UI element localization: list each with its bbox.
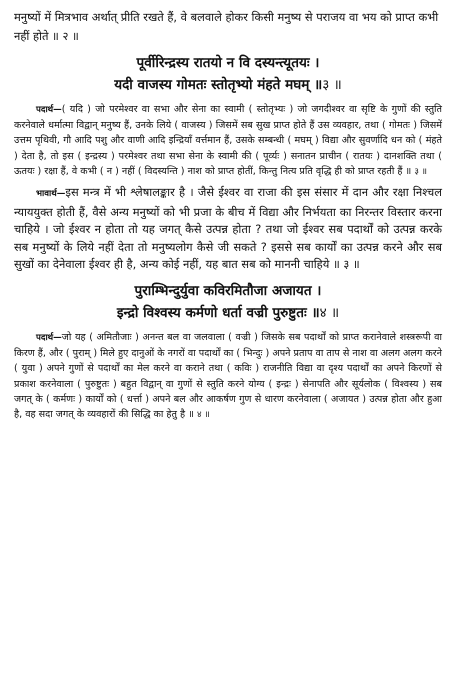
padarth-3-end: ३ ॥: [414, 166, 427, 177]
padarth-3: [14, 102, 442, 180]
padarth-4-label: पदार्थ—: [36, 332, 62, 343]
padarth-4-end: ४ ॥: [197, 410, 210, 420]
padarth-4: [14, 330, 442, 423]
mantra-3-line-1: पूर्वीरिन्द्रस्य रातयो न वि दस्यन्त्यूतयः ।: [136, 55, 320, 71]
bhavarth-3-label: भावार्थ—: [36, 189, 66, 200]
mantra-4-line-2: [14, 302, 442, 324]
mantra-3-number: ३ ॥: [322, 77, 342, 93]
mantra-4: [14, 280, 442, 324]
mantra-3-line-2-text: यदी वाजस्य गोमतः स्तोतृभ्यो मंहते मघम् ॥: [114, 77, 323, 93]
mantra-3: [14, 52, 442, 96]
mantra-4-number: ४ ॥: [319, 304, 340, 321]
mantra-4-line-2-text: इन्द्रो विश्वस्य कर्मणो धर्ता वज्री पुरुष्टुतः ॥: [116, 304, 320, 321]
padarth-3-text: ( यदि ) जो परमेश्वर वा सभा और सेना का स्वामी ( स्तोतृभ्यः ) जो जगदीश्वर वा सृष्टि के गुणों की स्तुति करनेवाले धर्मात्मा विद्वान् मनुष्य हैं, उनके लिये ( वाजस्य ) जिसमें सब सुख प्राप्त होते हैं उस व्यवहार, तथा ( गोमतः ) जिसमें उत्तम पृथिवी, गौ आदि पशु और वाणी आदि इन्द्रियाँ वर्त्तमान हैं, उसके सम्बन्धी ( मघम् ) विद्या और सुवर्णादि धन को ( मंहते ) देता है, तो इस ( इन्द्रस्य ) परमेश्वर तथा सभा सेना के स्वामी की ( पूर्व्यः ) सनातन प्राचीन ( रातयः ) दानशक्ति तथा ( ऊतयः ) रक्षा हैं, वे कभी ( न ) नहीं ( विदस्यन्ति ) नाश को प्राप्त होतीं, किन्तु नित्य प्रति वृद्धि ही को प्राप्त रहती हैं ॥: [14, 104, 442, 177]
bhavarth-3-text: इस मन्त्र में भी श्लेषालङ्कार है । जैसे ईश्वर वा राजा की इस संसार में दान और रक्षा निश्चल न्याययुक्त होती हैं, वैसे अन्य मनुष्यों को भी प्रजा के बीच में विद्या और निर्भयता का निरन्तर विस्तार करना चाहिये । जो ईश्वर न होता तो यह जगत् कैसे उत्पन्न होता ? तथा जो ईश्वर सब पदार्थों को उत्पन्न करके सब मनुष्यों के लिये नहीं देता तो मनुष्यलोग कैसे जी सकते ? इससे सब कार्यों का उत्पन्न करने और सब सुखों का देनेवाला ईश्वर ही है, अन्य कोई नहीं, यह बात सब को माननी चाहिये ॥ ३ ॥: [14, 185, 442, 272]
bhavarth-3: [14, 184, 442, 274]
mantra-3-line-2: [14, 74, 442, 96]
mantra-4-line-1: पुराम्भिन्दुर्युवा कविरमितौजा अजायत ।: [134, 282, 322, 299]
padarth-4-text: जो यह ( अमितौजाः ) अनन्त बल वा जलवाला ( वज्री ) जिसके सब पदार्थों को प्राप्त करानेवाले शस्त्ररूपी वा किरण हैं, और ( पुराम् ) मिले हुए दानुओं के नगरों वा पदार्थों का ( भिन्दुः ) अपने प्रताप वा ताप से नाश वा अलग अलग करने ( युवा ) अपने गुणों से पदार्थों का मेल करने वा कराने तथा ( कविः ) राजनीति विद्या वा दृश्य पदार्थों का अपने किरणों से प्रकाश करनेवाला ( पुरुष्टुतः ) बहुत विद्वान् वा गुणों से स्तुति करने योग्य ( इन्द्रः ) सेनापति और सूर्यलोक ( विश्वस्य ) सब जगत् के ( कर्मणः ) कार्यों को ( धर्त्ता ) अपने बल और आकर्षण गुण से धारण करनेवाला ( अजायत ) उत्पन्न होता और हुआ है, वह सदा जगत् के व्यवहारों की सिद्धि का हेतु है ॥: [14, 331, 442, 420]
intro-text: मनुष्यों में मित्रभाव अर्थात् प्रीति रखते हैं, वे बलवाले होकर किसी मनुष्य से पराजय वा भय को प्राप्त कभी नहीं होते ॥ २ ॥: [14, 10, 439, 43]
padarth-3-label: पदार्थ—: [36, 105, 62, 115]
